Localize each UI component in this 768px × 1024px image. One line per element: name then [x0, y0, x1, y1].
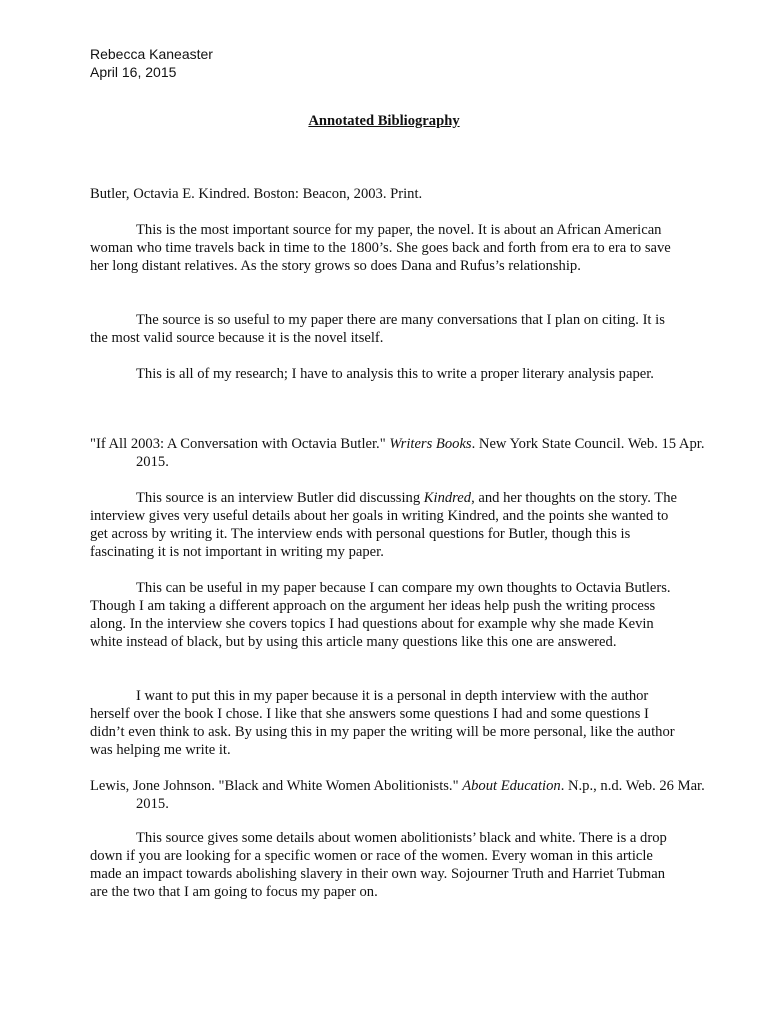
citation-text: "If All 2003: A Conversation with Octavia Butler." — [90, 436, 390, 452]
citation-source-title: About Education — [462, 778, 561, 794]
annotation-text: This source is an interview Butler did discussing — [136, 490, 424, 506]
citation-butler-kindred: Butler, Octavia E. Kindred. Boston: Beacon, 2003. Print. — [90, 186, 423, 202]
annotation-text: , and her thoughts on the story. The interview gives very useful details about her goals in writing Kindred, and the points she wanted to get across by writing it. The interview ends with personal questions for Butler, though this is fascinating it is not important in writing my paper. — [90, 490, 677, 560]
annotation-paragraph: This is all of my research; I have to analysis this to write a proper literary analysis paper. — [136, 366, 654, 382]
citation-text: . N.p., n.d. Web. 26 Mar. 2015. — [136, 778, 705, 812]
annotation-paragraph: This is the most important source for my paper, the novel. It is about an African American woman who time travels back in time to the 1800’s. She goes back and forth from era to era to save her long distant relatives. As the story grows so does Dana and Rufus’s relationship. — [90, 222, 671, 274]
annotation-paragraph: This can be useful in my paper because I can compare my own thoughts to Octavia Butlers. Though I am taking a different approach on the argument her ideas help push the writing process along. In the interview she covers topics I had questions about for example why she made Kevin white instead of black, but by using this article many questions like this one are answered. — [90, 580, 671, 650]
citation-if-all-2003 — [90, 435, 726, 471]
document-header — [90, 45, 213, 81]
annotation-paragraph: This source gives some details about women abolitionists’ black and white. There is a drop down if you are looking for a specific women or race of the women. Every woman in this article made an impact towards abolishing slavery in their own way. Sojourner Truth and Harriet Tubman are the two that I am going to focus my paper on. — [90, 830, 667, 900]
citation-text: Lewis, Jone Johnson. "Black and White Women Abolitionists." — [90, 778, 463, 794]
annotation-paragraph: I want to put this in my paper because it is a personal in depth interview with the author herself over the book I chose. I like that she answers some questions I had and some questions I didn’t even think to ask. By using this in my paper the writing will be more personal, like the author was helping me write it. — [90, 688, 675, 758]
citation-source-title: Writers Books — [389, 436, 472, 452]
document-date: April 16, 2015 — [90, 64, 177, 80]
book-title: Kindred — [423, 490, 472, 506]
annotation-paragraph: The source is so useful to my paper there are many conversations that I plan on citing. It is the most valid source because it is the novel itself. — [90, 312, 665, 346]
annotation-paragraph — [90, 489, 680, 561]
document-title: Annotated Bibliography — [308, 113, 460, 129]
citation-text: . New York State Council. Web. 15 Apr. 2015. — [136, 436, 705, 470]
author-name: Rebecca Kaneaster — [90, 46, 213, 62]
citation-lewis-abolitionists — [90, 777, 726, 813]
